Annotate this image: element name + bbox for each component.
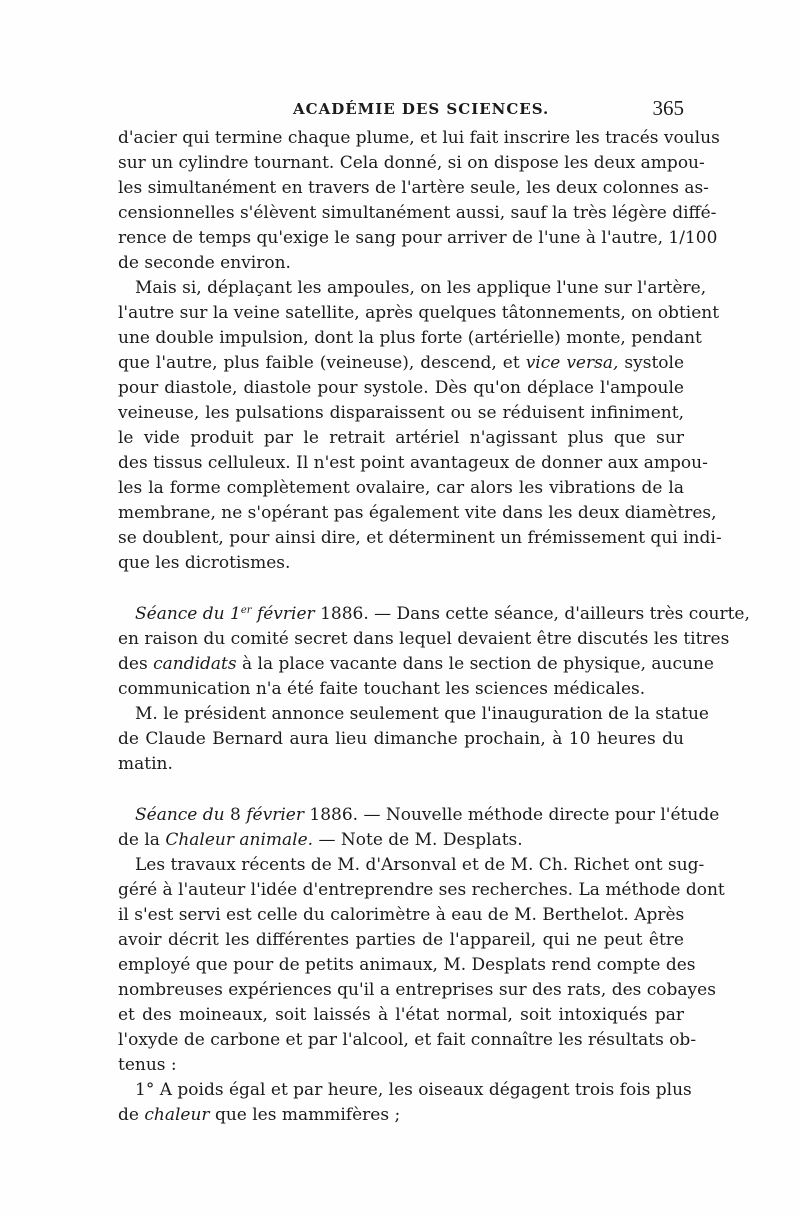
text-line (118, 652, 714, 677)
text-line: les la forme complètement ovalaire, car alors les vibrations de la (118, 478, 684, 498)
text-line: rence de temps qu'exige le sang pour arriver de l'une à l'autre, 1/100 (118, 228, 718, 248)
text-span: 8 (230, 805, 241, 825)
text-span: systole (624, 353, 685, 373)
text-span: — Note de M. Desplats. (318, 830, 523, 850)
text-span: que les mammifères ; (214, 1105, 401, 1125)
section-gap (118, 576, 684, 602)
text-span: de (118, 1105, 139, 1125)
body-text (118, 126, 750, 1128)
text-line: que les dicrotismes. (118, 553, 291, 573)
text-line: matin. (118, 754, 173, 774)
text-span: des (118, 654, 148, 674)
text-line: l'oxyde de carbone et par l'alcool, et fait connaître les résultats ob- (118, 1030, 697, 1050)
seance-heading-line (118, 602, 750, 627)
text-span: 1886. — Nouvelle méthode directe pour l'étude (309, 805, 720, 825)
text-line: Mais si, déplaçant les ampoules, on les applique l'une sur l'artère, (135, 278, 707, 298)
text-line: se doublent, pour ainsi dire, et déterminent un frémissement qui indi- (118, 528, 722, 548)
text-line: veineuse, les pulsations disparaissent ou se réduisent infiniment, (118, 403, 684, 423)
text-line: membrane, ne s'opérant pas également vite dans les deux diamètres, (118, 503, 717, 523)
text-line: en raison du comité secret dans lequel devaient être discutés les titres (118, 629, 730, 649)
text-line: M. le président annonce seulement que l'inauguration de la statue (135, 704, 709, 724)
text-line: sur un cylindre tournant. Cela donné, si on dispose les deux ampou- (118, 153, 705, 173)
text-line: il s'est servi est celle du calorimètre à eau de M. Berthelot. Après (118, 905, 685, 925)
text-line: censionnelles s'élèvent simultanément aussi, sauf la très légère diffé- (118, 203, 717, 223)
text-line: de Claude Bernard aura lieu dimanche prochain, à 10 heures du (118, 729, 684, 749)
seance-heading-line (118, 803, 720, 828)
text-line: de seconde environ. (118, 253, 291, 273)
section-gap (118, 777, 684, 803)
text-line: avoir décrit les différentes parties de l'appareil, qui ne peut être (118, 930, 684, 950)
text-line: les simultanément en travers de l'artère seule, les deux colonnes as- (118, 178, 709, 198)
text-line: une double impulsion, dont la plus forte (artérielle) monte, pendant (118, 328, 702, 348)
italic-phrase: vice versa, (525, 353, 619, 373)
text-span: que l'autre, plus faible (veineuse), descend, et (118, 353, 520, 373)
text-line: Les travaux récents de M. d'Arsonval et de M. Ch. Richet ont sug- (135, 855, 705, 875)
seance-date-label: Séance du 1er février (135, 604, 315, 624)
italic-phrase: Chaleur animale. (165, 830, 314, 850)
page-number: 365 (652, 96, 684, 120)
text-line: communication n'a été faite touchant les sciences médicales. (118, 679, 646, 699)
text-line: des tissus celluleux. Il n'est point avantageux de donner aux ampou- (118, 453, 708, 473)
bleed-through-mark (260, 60, 264, 75)
italic-phrase: chaleur (144, 1105, 210, 1125)
text-line: et des moineaux, soit laissés à l'état normal, soit intoxiqués par (118, 1005, 684, 1025)
text-span: à la place vacante dans le section de physique, aucune (241, 654, 714, 674)
text-line: tenus : (118, 1055, 177, 1075)
text-line: d'acier qui termine chaque plume, et lui fait inscrire les tracés voulus (118, 128, 720, 148)
text-line: le vide produit par le retrait artériel n'agissant plus que sur (118, 428, 684, 448)
text-span: 1886. — Dans cette séance, d'ailleurs très courte, (320, 604, 750, 624)
text-line (118, 1103, 684, 1128)
running-head: ACADÉMIE DES SCIENCES. (293, 100, 550, 118)
seance-date-label: Séance du (135, 805, 225, 825)
text-line: pour diastole, diastole pour systole. Dès qu'on déplace l'ampoule (118, 378, 684, 398)
page-header (118, 96, 684, 126)
text-line: l'autre sur la veine satellite, après quelques tâtonnements, on obtient (118, 303, 720, 323)
text-line: nombreuses expériences qu'il a entreprises sur des rats, des cobayes (118, 980, 716, 1000)
text-line: employé que pour de petits animaux, M. Desplats rend compte des (118, 955, 696, 975)
italic-phrase: candidats (153, 654, 237, 674)
text-line (118, 828, 684, 853)
italic-phrase: février (246, 805, 304, 825)
text-line (118, 351, 684, 376)
text-line: géré à l'auteur l'idée d'entreprendre ses recherches. La méthode dont (118, 880, 725, 900)
text-span: de la (118, 830, 160, 850)
text-line: 1° A poids égal et par heure, les oiseaux dégagent trois fois plus (135, 1080, 692, 1100)
